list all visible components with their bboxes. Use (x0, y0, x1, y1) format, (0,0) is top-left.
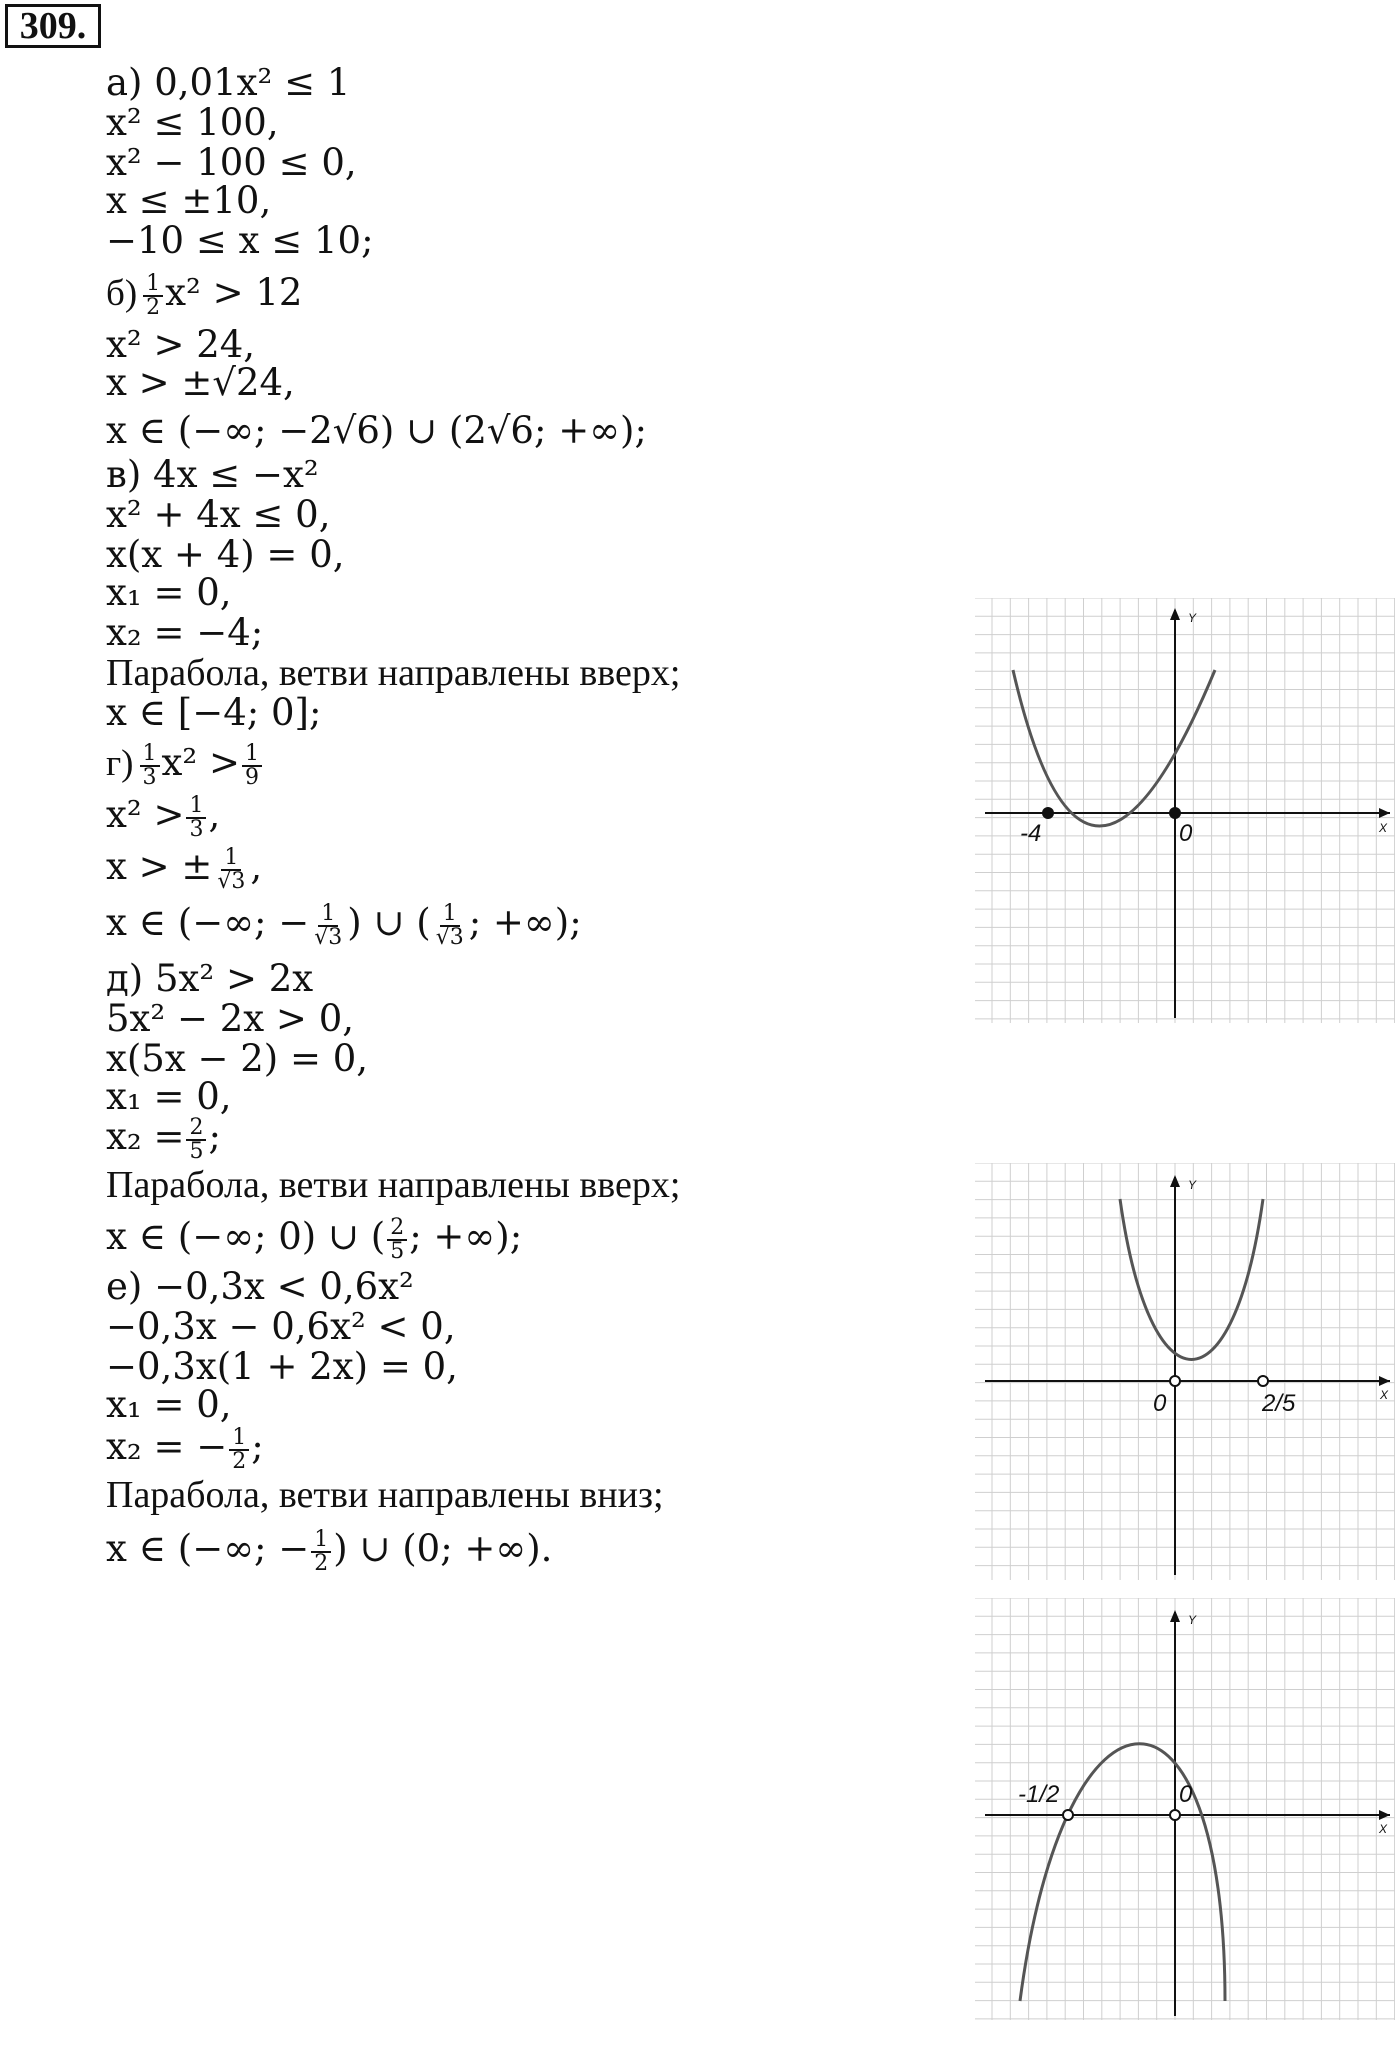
grid (975, 1163, 1395, 1580)
line-d5-head: x₂ = (106, 1115, 185, 1158)
line-b3: x > ±√24, (106, 361, 295, 404)
parabola-graph-v (975, 598, 1395, 1023)
denominator: 2 (146, 294, 161, 320)
line-v2: x² + 4x ≤ 0, (106, 493, 331, 536)
line-g4-tail: ; +∞); (468, 901, 582, 944)
fraction-one-ninth (242, 740, 262, 790)
line-a2: x² ≤ 100, (106, 101, 279, 144)
y-axis-label: Y (1188, 611, 1197, 625)
numerator: 1 (440, 903, 460, 927)
problem-number: 309. (5, 4, 101, 48)
comma: , (250, 845, 263, 888)
root-point-2-5-open (1258, 1376, 1268, 1386)
denominator: 3 (142, 764, 157, 790)
line-b1-tail: x² > 12 (165, 271, 303, 314)
line-d6: Парабола, ветви направлены вверх; (106, 1164, 681, 1206)
numerator: 1 (140, 743, 160, 767)
x-axis-label: X (1379, 1822, 1388, 1836)
fraction-two-fifths (387, 1214, 407, 1264)
line-d1: д) 5x² > 2x (106, 957, 314, 1000)
line-e7-head: x ∈ (−∞; − (106, 1527, 310, 1570)
grid (975, 598, 1395, 1023)
root-point-minus-4 (1042, 807, 1054, 819)
numerator: 1 (242, 743, 262, 767)
parabola-curve (1013, 670, 1215, 826)
tick-label-0: 0 (1179, 820, 1193, 847)
denominator: √3 (314, 924, 343, 950)
line-a1: а) 0,01x² ≤ 1 (106, 61, 351, 104)
tick-label-minus-1-2: -1/2 (1018, 1781, 1060, 1808)
root-point-0-open (1170, 1810, 1180, 1820)
root-point-0 (1169, 807, 1181, 819)
numerator: 1 (229, 1427, 249, 1451)
parabola-graph-d (975, 1163, 1395, 1580)
line-e7 (106, 1524, 552, 1575)
denominator: √3 (217, 868, 246, 894)
root-point-0-open (1170, 1376, 1180, 1386)
numerator: 1 (186, 795, 206, 819)
parabola-graph-e (975, 1598, 1395, 2020)
tick-label-2-5: 2/5 (1262, 1390, 1296, 1417)
line-d4: x₁ = 0, (106, 1075, 232, 1118)
x-axis-label: X (1380, 1388, 1389, 1402)
line-g2-head: x² > (106, 793, 185, 836)
denominator: 2 (314, 1550, 329, 1576)
fraction-one-over-sqrt3 (214, 844, 248, 894)
y-axis-label: Y (1188, 1613, 1197, 1627)
graph-d-svg (975, 1163, 1395, 1580)
line-v1: в) 4x ≤ −x² (106, 453, 319, 496)
line-d7 (106, 1212, 522, 1263)
line-d7-tail: ; +∞); (409, 1215, 523, 1258)
fraction-one-third (186, 792, 206, 842)
line-d3: x(5x − 2) = 0, (106, 1037, 369, 1080)
line-d5 (106, 1112, 221, 1163)
line-g3 (106, 842, 262, 893)
numerator: 1 (318, 903, 338, 927)
line-e5 (106, 1422, 264, 1473)
numerator: 2 (387, 1217, 407, 1241)
comma: , (208, 793, 221, 836)
line-d2: 5x² − 2x > 0, (106, 997, 354, 1040)
numerator: 2 (186, 1117, 206, 1141)
fraction-one-over-sqrt3 (433, 900, 467, 950)
denominator: √3 (435, 924, 464, 950)
line-v4: x₁ = 0, (106, 571, 232, 614)
grid (975, 1598, 1395, 2020)
semicolon: ; (208, 1115, 221, 1158)
line-b1 (106, 268, 302, 319)
tick-label-0: 0 (1153, 1390, 1167, 1417)
fraction-one-half (311, 1526, 331, 1576)
line-e6: Парабола, ветви направлены вниз; (106, 1474, 664, 1516)
line-g2 (106, 790, 220, 841)
x-axis-arrow-icon (1379, 1376, 1390, 1386)
line-e5-head: x₂ = − (106, 1425, 228, 1468)
denominator: 2 (232, 1448, 247, 1474)
root-point-minus-1-2-open (1063, 1810, 1073, 1820)
line-v5: x₂ = −4; (106, 611, 264, 654)
x-axis-label: X (1379, 821, 1388, 835)
fraction-two-fifths (186, 1114, 206, 1164)
fraction-one-over-sqrt3 (311, 900, 345, 950)
line-v3: x(x + 4) = 0, (106, 533, 345, 576)
line-e2: −0,3x − 0,6x² < 0, (106, 1305, 456, 1348)
line-a3: x² − 100 ≤ 0, (106, 141, 357, 184)
line-v7: x ∈ [−4; 0]; (106, 691, 322, 734)
numerator: 1 (311, 1529, 331, 1553)
line-g1 (106, 738, 264, 789)
line-b4: x ∈ (−∞; −2√6) ∪ (2√6; +∞); (106, 409, 647, 452)
label-g: г) (106, 743, 134, 784)
line-g3-head: x > ± (106, 845, 213, 888)
line-a4: x ≤ ±10, (106, 179, 272, 222)
denominator: 5 (189, 1138, 204, 1164)
denominator: 3 (189, 816, 204, 842)
x-axis-arrow-icon (1379, 808, 1390, 818)
numerator: 1 (221, 847, 241, 871)
tick-label-0: 0 (1179, 1781, 1193, 1808)
fraction-one-half (143, 270, 163, 320)
graph-e-svg (975, 1598, 1395, 2020)
line-g1-mid: x² > (161, 741, 240, 784)
line-g4-mid: ) ∪ ( (347, 901, 431, 944)
fraction-one-half (229, 1424, 249, 1474)
line-g4 (106, 898, 582, 949)
line-d7-head: x ∈ (−∞; 0) ∪ ( (106, 1215, 386, 1258)
denominator: 5 (390, 1238, 405, 1264)
graph-v-svg (975, 598, 1395, 1023)
line-a5: −10 ≤ x ≤ 10; (106, 219, 374, 262)
line-g4-head: x ∈ (−∞; − (106, 901, 310, 944)
x-axis-arrow-icon (1379, 1810, 1390, 1820)
label-b: б) (106, 273, 138, 314)
tick-label-minus-4: -4 (1020, 820, 1042, 847)
fraction-one-third (140, 740, 160, 790)
y-axis-arrow-icon (1170, 608, 1180, 620)
semicolon: ; (251, 1425, 264, 1468)
y-axis-label: Y (1188, 1178, 1197, 1192)
numerator: 1 (143, 273, 163, 297)
line-e3: −0,3x(1 + 2x) = 0, (106, 1345, 458, 1388)
line-v6: Парабола, ветви направлены вверх; (106, 652, 681, 694)
parabola-curve (1120, 1199, 1263, 1360)
line-e4: x₁ = 0, (106, 1383, 232, 1426)
line-e7-tail: ) ∪ (0; +∞). (333, 1527, 553, 1570)
denominator: 9 (244, 764, 259, 790)
line-e1: е) −0,3x < 0,6x² (106, 1265, 414, 1308)
line-b2: x² > 24, (106, 323, 256, 366)
